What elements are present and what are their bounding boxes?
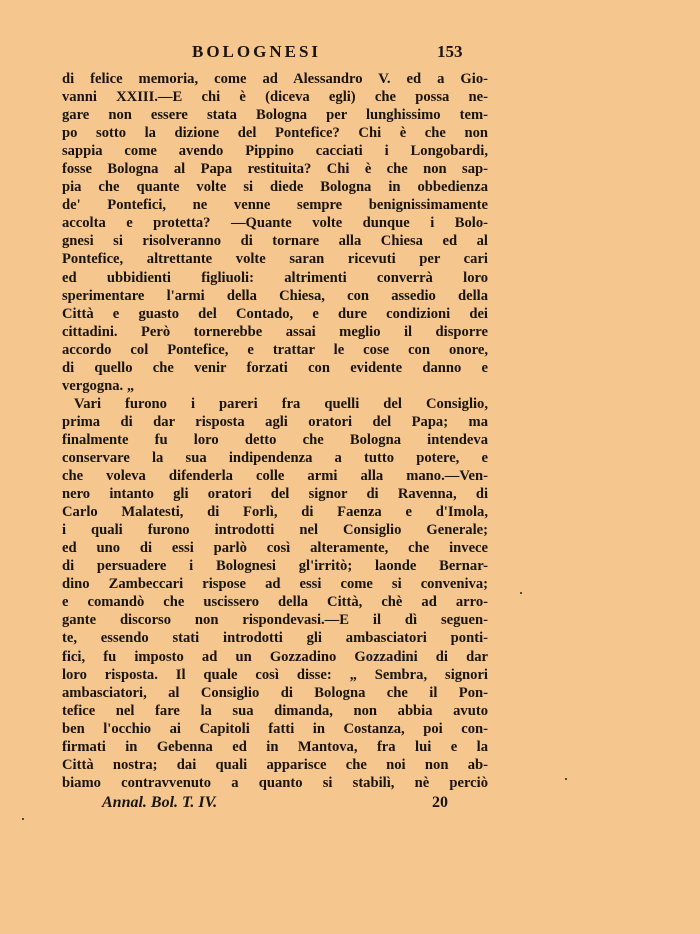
text-line: Vari furono i pareri fra quelli del Consiglio,	[74, 395, 488, 412]
text-line: di quello che venir forzati con evidente danno e	[62, 359, 488, 376]
text-line: de' Pontefici, ne venne sempre benignissimamente	[62, 197, 488, 214]
text-line: i quali furono introdotti nel Consiglio Generale;	[62, 522, 488, 539]
text-line: ambasciatori, al Consiglio di Bologna che il Pon-	[62, 684, 488, 701]
text-line: di felice memoria, come ad Alessandro V. ed a Gio-	[62, 71, 488, 87]
text-line: vanni XXIII.—E chi è (diceva egli) che possa ne-	[62, 89, 488, 106]
text-line: prima di dar risposta agli oratori del Papa; ma	[62, 413, 488, 430]
text-line: Città e guasto del Contado, e dure condizioni dei	[62, 305, 488, 322]
text-line: sappia come avendo Pippino cacciati i Longobardi,	[62, 143, 488, 160]
text-line: fosse Bologna al Papa restituita? Chi è che non sap-	[62, 161, 488, 178]
text-line: gante discorso non rispondevasi.—E il dì seguen-	[62, 612, 488, 629]
text-line: Carlo Malatesti, di Forlì, di Faenza e d'Imola,	[62, 504, 488, 521]
text-line: di persuadere i Bolognesi gl'irritò; laonde Bernar-	[62, 558, 488, 575]
text-line: accordo col Pontefice, e trattar le cose con onore,	[62, 341, 488, 358]
text-line: gnesi si risolveranno di tornare alla Chiesa ed al	[62, 233, 488, 250]
text-line: ed uno di essi parlò così alteramente, che invece	[62, 540, 488, 557]
signature-mark: 20	[432, 793, 448, 811]
text-line: firmati in Gebenna ed in Mantova, fra lui e la	[62, 738, 488, 755]
text-line: sperimentare l'armi della Chiesa, con assedio della	[62, 287, 488, 304]
text-line: vergogna. „	[62, 377, 135, 394]
text-line: Pontefice, altrettante volte saran ricevuti per cari	[62, 251, 488, 268]
book-page	[62, 38, 488, 816]
page-footer	[62, 794, 488, 816]
text-line: tefice nel fare la sua dimanda, non abbia avuto	[62, 702, 488, 719]
text-line: ed ubbidienti figliuoli: altrimenti converrà loro	[62, 269, 488, 286]
text-line: fici, fu imposto ad un Gozzadino Gozzadini di dar	[62, 648, 488, 665]
body-text	[62, 70, 488, 792]
text-line: gare non essere stata Bologna per lunghissimo tem-	[62, 107, 488, 124]
paper-speck	[22, 818, 24, 820]
text-line: te, essendo stati introdotti gli ambasciatori ponti-	[62, 630, 488, 647]
text-line: dino Zambeccari rispose ad essi come si conveniva;	[62, 576, 488, 593]
text-line: pia che quante volte si diede Bologna in obbedienza	[62, 179, 488, 196]
text-line: accolta e protetta? —Quante volte dunque i Bolo-	[62, 215, 488, 232]
paper-speck	[520, 592, 522, 594]
page-number: 153	[437, 42, 463, 61]
text-line: finalmente fu loro detto che Bologna intendeva	[62, 431, 488, 448]
text-line: biamo contravvenuto a quanto si stabilì, nè perciò	[62, 774, 488, 791]
running-title: BOLOGNESI	[192, 42, 322, 61]
text-line: e comandò che uscissero della Città, chè ad arro-	[62, 594, 488, 611]
text-line: po sotto la dizione del Pontefice? Chi è che non	[62, 125, 488, 142]
text-line: conservare la sua indipendenza a tutto potere, e	[62, 449, 488, 466]
text-line: loro risposta. Il quale così disse: „ Sembra, signori	[62, 666, 488, 683]
text-line: che voleva difenderla colle armi alla mano.—Ven-	[62, 468, 488, 485]
printer-signature: Annal. Bol. T. IV.	[102, 793, 218, 811]
text-line: nero intanto gli oratori del signor di Ravenna, di	[62, 486, 488, 503]
text-line: ben l'occhio ai Capitoli fatti in Costanza, poi con-	[62, 720, 488, 737]
page-header	[62, 38, 488, 70]
text-line: Città nostra; dai quali apparisce che noi non ab-	[62, 756, 488, 773]
text-line: cittadini. Però tornerebbe assai meglio il disporre	[62, 323, 488, 340]
paper-speck	[565, 778, 567, 780]
